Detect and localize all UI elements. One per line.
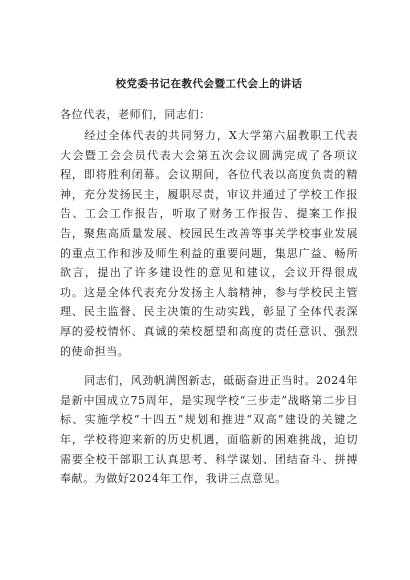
paragraph: 经过全体代表的共同努力，X大学第六届教职工代表大会暨工会会员代表大会第五次会议圆满完成了各项议程，即将胜利闭幕。会议期间，各位代表以高度负责的精神，充分发扬民主，履职尽责，审议并通过了学校工作报告、工会工作报告，听取了财务工作报告、提案工作报告，聚焦高质量发展、校园民生改善等事关学校事业发展的重点工作和涉及师生利益的重要问题，集思广益、畅所欲言，提出了许多建设性的意见和建议，会议开得很成功。这是全体代表充分发扬主人翁精神，参与学校民主管理、民主监督、民主决策的生动实践，彰显了全体代表深厚的爱校情怀、真诚的荣校愿望和高度的责任意识、强烈的使命担当。 <box>60 129 358 358</box>
paragraph: 同志们，风劲帆满图新志，砥砺奋进正当时。2024年是新中国成立75周年，是实现学校“三步走”战略第二步目标、实施学校“十四五”规划和推进“双高”建设的关键之年，学校将迎来新的历史机遇，面临新的困难挑战，迫切需要全校干部职工认真思考、科学谋划、团结奋斗、拼搏奉献。为做好2024年工作，我讲三点意见。 <box>60 374 358 486</box>
salutation: 各位代表，老师们，同志们： <box>60 108 211 121</box>
document-title: 校党委书记在教代会暨工代会上的讲话 <box>115 78 303 90</box>
